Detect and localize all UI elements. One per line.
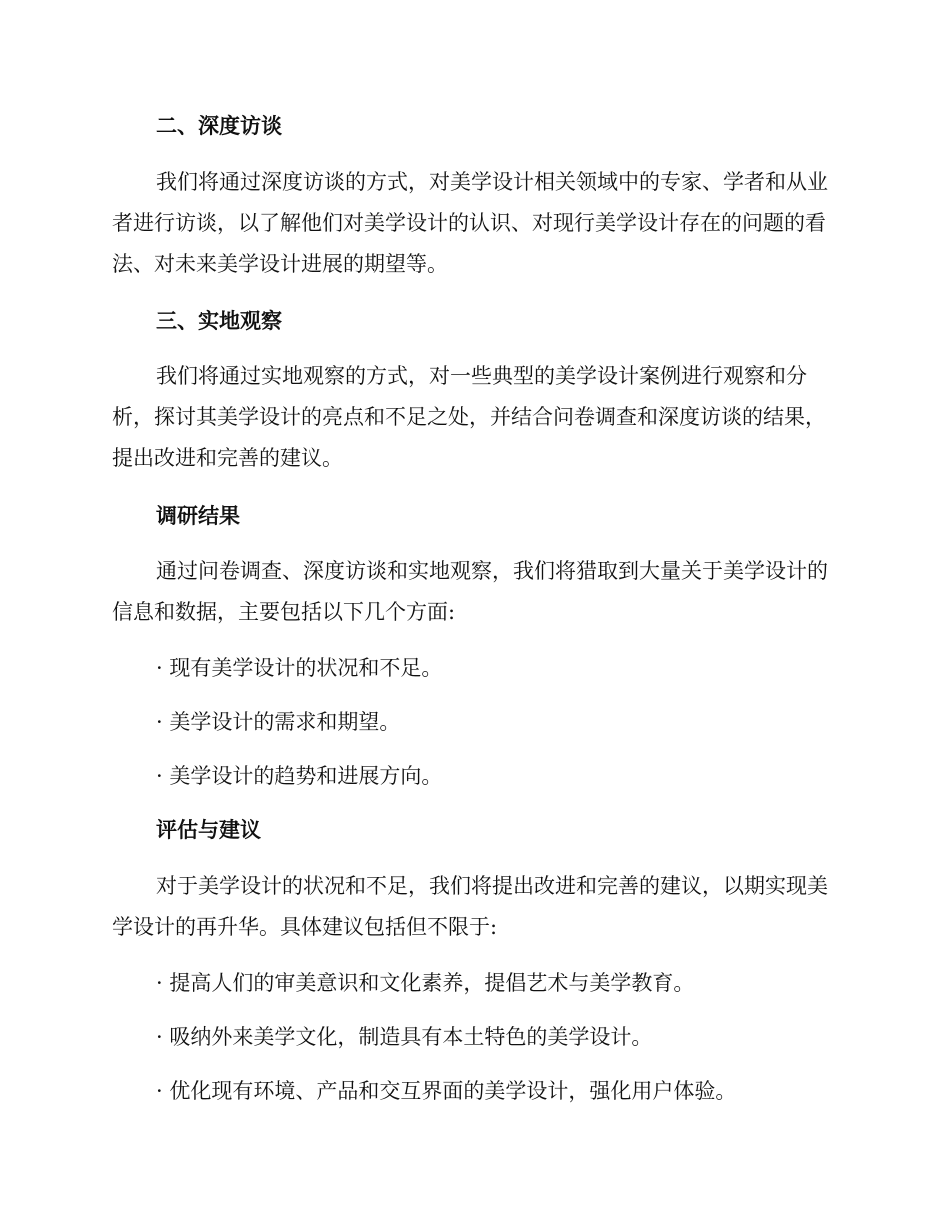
paragraph-research-results: 通过问卷调查、深度访谈和实地观察，我们将猎取到大量关于美学设计的信息和数据，主要包括以下几个方面: <box>112 559 828 624</box>
paragraph-depth-interview: 我们将通过深度访谈的方式，对美学设计相关领域中的专家、学者和从业者进行访谈，以了解他们对美学设计的认识、对现行美学设计存在的问题的看法、对未来美学设计进展的期望等。 <box>112 170 828 276</box>
section-heading-evaluation: 评估与建议 <box>156 818 261 842</box>
section-heading-field-observation: 三、实地观察 <box>156 309 282 333</box>
list-item: · 现有美学设计的状况和不足。 <box>156 656 443 680</box>
paragraph-evaluation: 对于美学设计的状况和不足，我们将提出改进和完善的建议，以期实现美学设计的再升华。具体建议包括但不限于: <box>112 874 828 939</box>
paragraph-field-observation: 我们将通过实地观察的方式，对一些典型的美学设计案例进行观察和分析，探讨其美学设计的亮点和不足之处，并结合问卷调查和深度访谈的结果，提出改进和完善的建议。 <box>112 364 826 470</box>
list-item: · 美学设计的需求和期望。 <box>156 710 401 734</box>
list-item: · 提高人们的审美意识和文化素养，提倡艺术与美学教育。 <box>156 971 695 995</box>
list-item: · 优化现有环境、产品和交互界面的美学设计，强化用户体验。 <box>156 1079 737 1103</box>
section-heading-depth-interview: 二、深度访谈 <box>156 114 282 138</box>
section-heading-research-results: 调研结果 <box>156 504 240 528</box>
list-item: · 美学设计的趋势和进展方向。 <box>156 764 443 788</box>
list-item: · 吸纳外来美学文化，制造具有本土特色的美学设计。 <box>156 1025 653 1049</box>
